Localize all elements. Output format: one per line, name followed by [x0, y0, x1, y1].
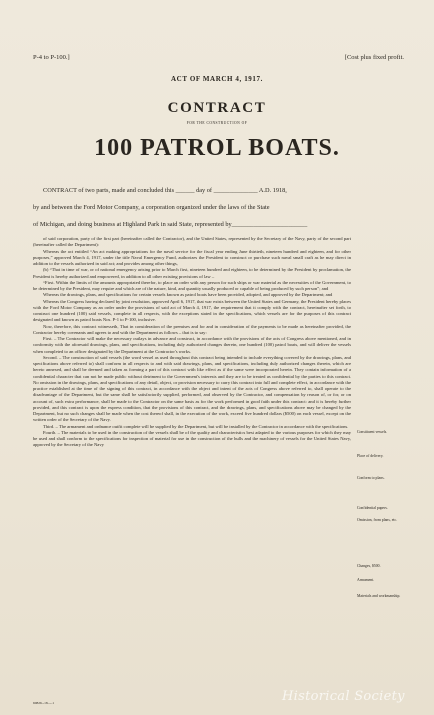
margin-note: Armament. [357, 578, 375, 582]
act-title: ACT OF MARCH 4, 1917. [171, 75, 263, 83]
body-paragraph: Second. – The construction of said vessels (the word vessel as used throughout this contract being intended to include everything covered by the drawings, plans, and specifications above referred to) shall conform in all respects to and with said drawings, plans, and specifications, including duly authorized changes therein, which are hereto annexed, and shall be deemed and taken as forming a part of this contract with like effect as if the same were incorporated herein. They contain information of a confidential character that can not be made public without detriment to the Government's interests and they are to be treated as confidential by the parties to this contract. No omission in the drawings, plans, and specifications of any detail, object, or provision necessary to carry this contract into full and complete effect, in accordance with the practice established at the time of the signing of this contract, in accordance with the object and intent of the acts of Congress above referred to, shall operate to the disadvantage of the Department, but the same shall be satisfactorily supplied, performed, and observed by the Contractor, and compensation by reason of, or for, or on account of, such extra performance, shall be made to the Contractor on the same basis as for the work performed in good faith under this contract: and it is hereby further provided, and this contract is upon the express condition, that the provisions of this contract, and the drawings, plans, and specifications above may be changed by the Department, but no such changes shall be made when the cost thereof shall, in the execution of the work, exceed five hundred dollars ($500) on each vessel, except on the written order of the Secretary of the Navy. [33, 354, 351, 423]
margin-note: Confidential papers. [357, 506, 388, 510]
margin-note: Place of delivery. [357, 454, 384, 458]
opening-line: by and between the Ford Motor Company, a corporation organized under the laws of the State [33, 204, 270, 211]
body-paragraph: Whereas the Congress having declared by joint resolution, approved April 6, 1917, that war exists between the United States and Germany, the President hereby places with the Ford Motor Company as an order under the provisions of said act of March 4, 1917, the requirement that it comply with the contract, hereinafter set forth, to construct one hundred (100) said vessels, complete in all respects, with the exceptions stated in the specifications, which vessels are for the purposes of this contract designated and known as patrol boats Nos. P-1 to P-100, inclusive. [33, 298, 351, 323]
body-paragraph: Third. – The armament and ordnance outfit complete will be supplied by the Department, but will be installed by the Contractor in accordance with the specifications. [43, 423, 349, 429]
print-code: 60826--18----1 [33, 701, 54, 705]
contract-opening [33, 182, 408, 233]
body-paragraph: of said corporation, party of the first part (hereinafter called the Contractor), and the United States, represented by the Secretary of the Navy, party of the second part (hereinafter called the Department): [33, 236, 351, 248]
body-paragraph: Fourth. – The materials to be used in the construction of the vessels shall be of the quality and characteristics best adapted to the various purposes for which they may be used and shall conform to the specifications for inspection of material for use in the construction of the hulls and the machinery of vessels for the United States Navy, approved by the Secretary of the Navy [33, 429, 351, 448]
opening-line: CONTRACT of two parts, made and concluded this ______ day of ______________ A.D. 1918, [43, 187, 287, 194]
margin-note: Constituent vessels. [357, 430, 388, 434]
body-paragraph: (b) “That in time of war, or of national emergency arising prior to March first, nineteen hundred and eighteen, to be determined by the President by proclamation, the President is hereby authorized and empowered, in addition to all other existing provisions of law – [33, 267, 351, 279]
body-paragraph: Whereas the act entitled “An act making appropriations for the naval service for the fiscal year ending June thirtieth, nineteen hundred and eighteen, and for other purposes,” approved March 4, 1917, under the title Naval Emergency Fund, authorizes the President to construct or purchase such naval small craft as he may direct in addition to the vessels authorized in said act; and provides among other things, [33, 248, 351, 266]
margin-note: Conform to plans. [357, 476, 385, 480]
construction-subheading: FOR THE CONSTRUCTION OF [186, 121, 248, 125]
margin-note: Materials and workmanship. [357, 594, 401, 598]
contract-type-label: [Cost plus fixed profit. [344, 54, 404, 61]
margin-note: Omission, from plans, etc. [357, 518, 398, 522]
contract-heading: CONTRACT [167, 100, 267, 116]
body-paragraph: “First. Within the limits of the amounts appropriated therefor, to place an order with any person for such ships or war material as the necessities of the Government, to be determined by the President, may require and which are of the nature, kind, and quantity usually produced or capable of being produced by such person”; and [33, 279, 351, 291]
contract-body [33, 236, 351, 449]
margin-note: Changes, $500. [357, 564, 381, 568]
body-paragraph: First. – The Contractor will make the necessary outlays in advance and construct, in accordance with the provisions of the acts of Congress above mentioned, and in conformity with the aforesaid drawings, plans, and specifications, including duly authorized changes therein, one hundred (100) patrol boats, and will deliver the vessels when completed to an officer designated by the Department at the Contractor's works. [33, 336, 351, 354]
patrol-boats-title: 100 PATROL BOATS. [94, 135, 340, 161]
historical-society-watermark: Historical Society [282, 689, 405, 704]
opening-line: of Michigan, and doing business at Highland Park in said State, represented by________________________ [33, 221, 308, 228]
body-paragraph: Whereas the drawings, plans, and specifications for certain vessels known as patrol boats have been provided, adopted, and approved by the Department; and [43, 292, 333, 298]
body-paragraph: Now, therefore, this contract witnesseth, That in consideration of the premises and for and in consideration of the payments to be made as hereinafter provided, the Contractor hereby covenants and agrees to and with the Department as follows – that is to say: [33, 323, 351, 335]
contract-range-label: P-4 to P-100.] [33, 54, 70, 61]
